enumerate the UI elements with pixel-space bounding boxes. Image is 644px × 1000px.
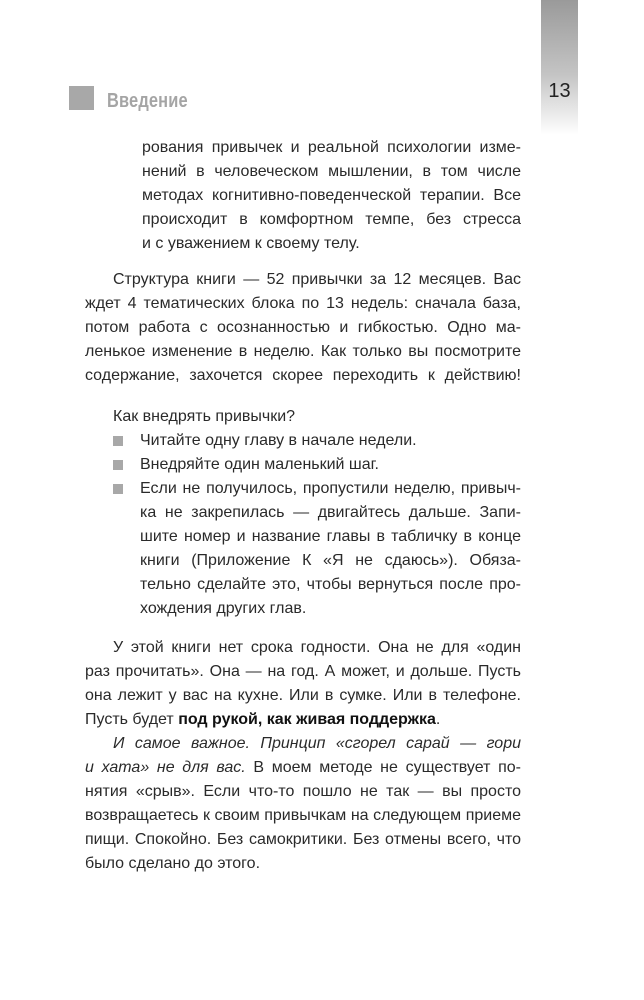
text-span: Пусть будет — [85, 711, 179, 728]
text-line: методах когнитивно-поведенческой терапии. Все — [142, 187, 521, 204]
text-line: нятия «срыв». Если что-то пошло не так — вы просто — [85, 783, 521, 800]
text-line: ленькое изменение в неделю. Как только вы посмотрите — [85, 343, 521, 360]
text-line: было сделано до этого. — [85, 855, 261, 872]
text-line: ка не закрепилась — двигайтесь дальше. Запи- — [140, 504, 521, 521]
text-line: тельно сделайте это, чтобы вернуться после про- — [140, 576, 521, 593]
structure-paragraph — [85, 268, 521, 388]
text-line: шите номер и название главы в табличку в конце — [140, 528, 521, 545]
text-line: книги (Приложение К «Я не сдаюсь»). Обяза- — [140, 552, 521, 569]
list-question — [113, 405, 521, 429]
habit-list — [140, 429, 521, 621]
text-line: пищи. Спокойно. Без самокритики. Без отмены всего, что — [85, 831, 521, 848]
text-line: Читайте одну главу в начале недели. — [140, 432, 417, 449]
list-item — [140, 429, 521, 453]
text-line: рования привычек и реальной психологии изме- — [142, 139, 521, 156]
list-item — [140, 477, 521, 621]
text-line: она лежит у вас на кухне. Или в сумке. Или в телефоне. — [85, 687, 521, 704]
page-number: 13 — [548, 80, 571, 102]
text-line: Структура книги — 52 привычки за 12 месяцев. Вас — [113, 271, 521, 288]
text-line: возвращаетесь к своим привычкам на следующем приеме — [85, 807, 521, 824]
text-line: У этой книги нет срока годности. Она не для «один — [113, 639, 521, 656]
text-line: нений в человеческом мышлении, в том числе — [142, 163, 521, 180]
square-bullet-icon — [113, 484, 123, 494]
text-line: Если не получилось, пропустили неделю, привыч- — [140, 480, 521, 497]
italic-emphasis: И самое важное. Принцип «сгорел сарай — гори — [113, 735, 521, 752]
shelf-life-paragraph — [85, 636, 521, 732]
list-item — [140, 453, 521, 477]
text-line — [85, 756, 521, 780]
text-line: Внедряйте один маленький шаг. — [140, 456, 379, 473]
text-line — [85, 708, 521, 732]
text-span: . — [435, 711, 441, 728]
text-span: В моем методе не существует по- — [245, 759, 521, 776]
section-square-icon — [69, 86, 94, 110]
text-line: раз прочитать». Она — на год. А может, и дольше. Пусть — [85, 663, 521, 680]
important-paragraph — [85, 732, 521, 876]
text-line: содержание, захочется скорее переходить к действию! — [85, 367, 521, 384]
intro-continuation — [142, 136, 521, 256]
text-line: хождения других глав. — [140, 600, 307, 617]
page-tab-marker — [541, 0, 578, 135]
question-text: Как внедрять привычки? — [113, 408, 296, 425]
bold-emphasis: под рукой, как живая поддержка — [178, 711, 436, 728]
italic-emphasis: и хата» не для вас. — [85, 759, 246, 776]
text-line: происходит в комфортном темпе, без стресса — [142, 211, 521, 228]
square-bullet-icon — [113, 436, 123, 446]
text-line: и с уважением к своему телу. — [142, 235, 360, 252]
square-bullet-icon — [113, 460, 123, 470]
text-line: потом работа с осознанностью и гибкостью. Одно ма- — [85, 319, 521, 336]
section-title: Введение — [107, 90, 188, 112]
text-line: ждет 4 тематических блока по 13 недель: сначала база, — [85, 295, 521, 312]
text-line — [85, 732, 521, 756]
